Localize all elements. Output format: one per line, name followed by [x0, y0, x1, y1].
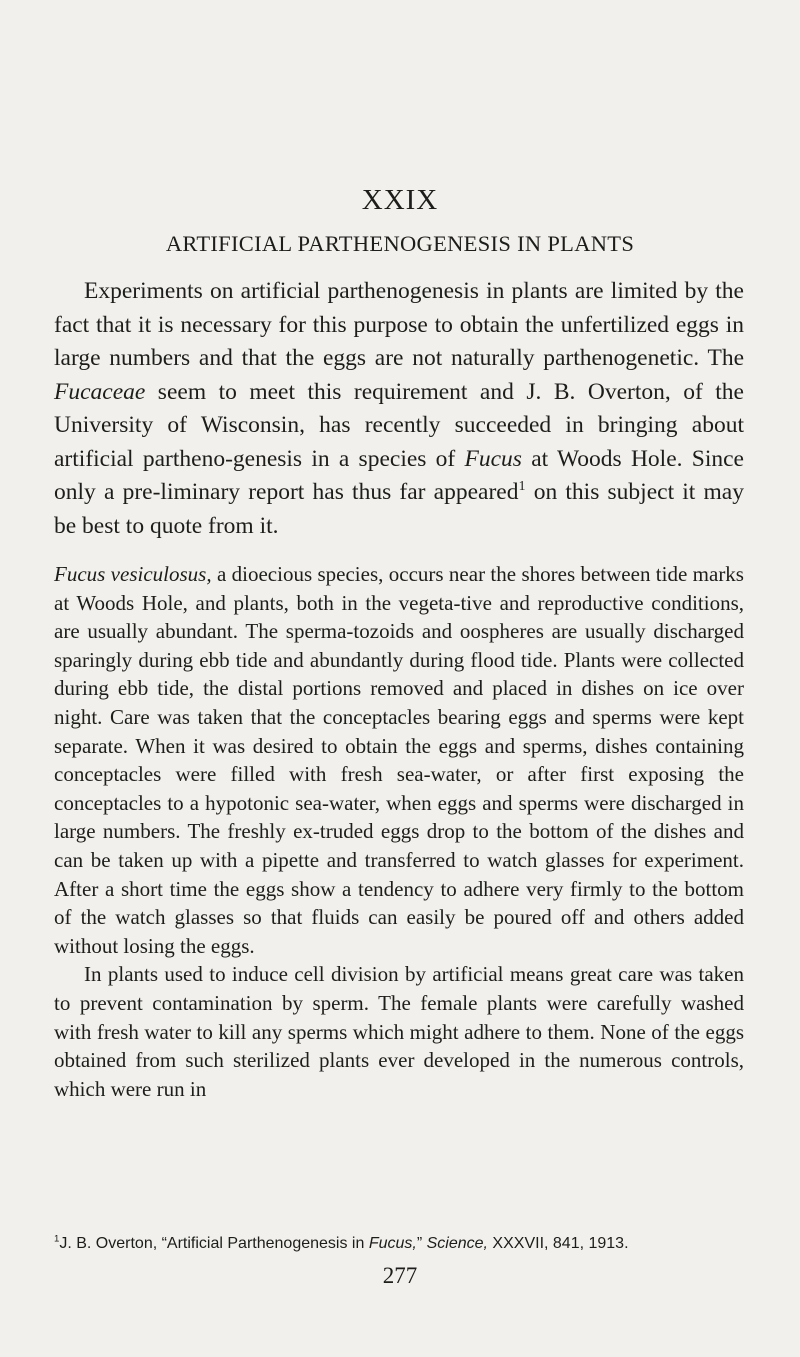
quoted-passage: [54, 560, 744, 1103]
term-fucaceae: Fucaceae: [54, 378, 146, 405]
footnote-text-b: ”: [416, 1235, 427, 1252]
footnote: [54, 1233, 744, 1255]
footnote-reference: 1: [518, 478, 526, 495]
intro-text-b: seem to meet this requirement and J. B. Overton, of the University of Wisconsin, has recently succeeded in bringing about artificial partheno-genesis in a species of: [54, 378, 744, 472]
intro-paragraph: [54, 275, 744, 543]
footnote-journal: Science,: [426, 1235, 488, 1252]
page-number: 277: [382, 1263, 418, 1288]
footnote-text-c: XXXVII, 841, 1913.: [487, 1235, 629, 1252]
species-name: Fucus vesiculosus,: [54, 562, 212, 586]
footnote-mark: 1: [54, 1233, 60, 1245]
quote-paragraph-1: [54, 560, 744, 960]
chapter-title: ARTIFICIAL PARTHENOGENESIS IN PLANTS: [165, 231, 635, 256]
quote-paragraph-1-text: a dioecious species, occurs near the shores between tide marks at Woods Hole, and plants, both in the vegeta-tive and reproductive conditions, are usually abundant. The sperma-tozoids and oospheres are usually discharged sparingly during ebb tide and abundantly during flood tide. Plants were collected during ebb tide, the distal portions removed and placed in dishes on ice over night. Care was taken that the conceptacles bearing eggs and sperms were kept separate. When it was desired to obtain the eggs and sperms, dishes containing conceptacles were filled with fresh sea-water, or after first exposing the conceptacles to a hypotonic sea-water, when eggs and sperms were discharged in large numbers. The freshly ex-truded eggs drop to the bottom of the dishes and can be taken up with a pipette and transferred to watch glasses for experiment. After a short time the eggs show a tendency to adhere very firmly to the bottom of the watch glasses so that fluids can easily be poured off and others added without losing the eggs.: [54, 562, 744, 958]
quote-paragraph-2: In plants used to induce cell division by artificial means great care was taken to prevent contamination by sperm. The female plants were carefully washed with fresh water to kill any sperms which might adhere to them. None of the eggs obtained from such sterilized plants ever developed in the numerous controls, which were run in: [54, 962, 744, 1101]
intro-text-a: Experiments on artificial parthenogenesis in plants are limited by the fact that it is necessary for this purpose to obtain the unfertilized eggs in large numbers and that the eggs are not naturally parthenogenetic. The: [54, 278, 744, 371]
footnote-journal-term: Fucus,: [368, 1235, 417, 1252]
term-fucus: Fucus: [464, 445, 522, 472]
intro-text-c: at Woods Hole. Since only a pre-liminary report has thus far appeared: [54, 445, 744, 505]
footnote-text-a: J. B. Overton, “Artificial Parthenogenesis in: [59, 1235, 369, 1252]
intro-text-d: on this subject it may be best to quote from it.: [54, 479, 744, 539]
chapter-number: XXIX: [361, 184, 439, 216]
